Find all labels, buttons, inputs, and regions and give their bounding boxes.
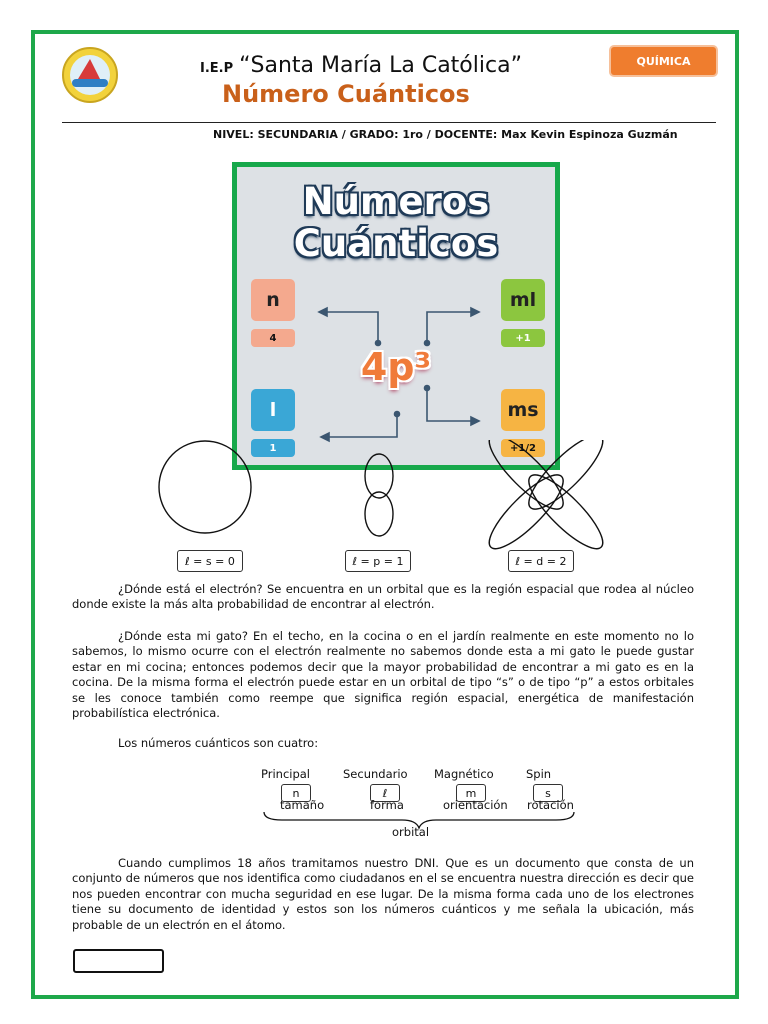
d-orbital (480, 440, 610, 550)
quantum-numbers-infographic (232, 162, 560, 470)
d-orbital-label: ℓ = d = 2 (508, 550, 574, 572)
iep-label: I.E.P (200, 61, 234, 76)
s-orbital (159, 441, 251, 533)
answer-box[interactable] (73, 949, 164, 973)
qn-name-magnetico: Magnético (434, 767, 494, 781)
qn-name-secundario: Secundario (343, 767, 408, 781)
paragraph-1: ¿Dónde está el electrón? Se encuentra en un orbital que es la región espacial que rodea al núcleo donde existe la más alta probabilidad de encontrar al electrón. (72, 582, 694, 612)
course-info: NIVEL: SECUNDARIA / GRADO: 1ro / DOCENTE: Max Kevin Espinoza Guzmán (213, 128, 678, 141)
s-orbital-label: ℓ = s = 0 (177, 550, 243, 572)
qn-meaning-rotacion: rotación (527, 798, 574, 812)
qn-meaning-tamano: tamaño (280, 798, 325, 812)
qn-meaning-forma: forma (370, 798, 404, 812)
qn-symbol-l: ℓ (370, 784, 400, 802)
qn-symbol-n: n (281, 784, 311, 802)
infographic-title-line2: Cuánticos (293, 222, 499, 265)
ml-value: +1 (501, 329, 545, 347)
electron-configuration: 4p³ (360, 345, 432, 389)
n-symbol: n (266, 289, 280, 311)
ms-symbol: ms (507, 399, 539, 421)
paragraph-4: Cuando cumplimos 18 años tramitamos nuestro DNI. Que es un documento que consta de un conjunto de números que nos identifica como ciudadanos en el se encuentra nuestra dirección es decir que nos pueden encontrar con mucha seguridad en ese lugar. De la misma forma cada uno de los electrones tiene su documento de identidad y estos son los números cuánticos y me señala la ubicación, más probable de un electrón en el átomo. (72, 856, 694, 932)
n-value: 4 (251, 329, 295, 347)
qn-name-spin: Spin (526, 767, 552, 781)
qn-symbol-m: m (456, 784, 486, 802)
subject-badge: QUÍMICA (611, 47, 716, 75)
l-box (251, 389, 295, 431)
brace-label: orbital (392, 825, 430, 839)
ml-symbol: ml (509, 289, 537, 311)
p-orbital (365, 454, 393, 536)
infographic-title-line1: Números (302, 180, 490, 223)
qn-symbol-s: s (533, 784, 563, 802)
school-title: “Santa María La Católica” (239, 53, 522, 78)
paragraph-3: Los números cuánticos son cuatro: (118, 736, 319, 750)
orbital-shapes (150, 440, 610, 550)
l-symbol: l (269, 399, 277, 421)
header-divider (62, 122, 716, 123)
ms-box (501, 389, 545, 431)
l-value: 1 (251, 439, 295, 457)
qn-name-principal: Principal (261, 767, 311, 781)
ml-box (501, 279, 545, 321)
school-logo (62, 47, 118, 103)
school-name (200, 53, 522, 78)
paragraph-2: ¿Dónde esta mi gato? En el techo, en la cocina o en el jardín realmente en este momento no lo sabemos, lo mismo ocurre con el electrón realmente no sabemos donde esta a mi gato le puede gustar estar en mi cocina; entonces podemos decir que la mayor probabilidad de encontrar a mi gato es en la cocina. De la misma forma el electrón puede estar en un orbital de tipo “s” o de tipo “p” a estos orbitales se les conoce también como reempe que significa región espacial, energética de manifestación probabilística electrónica. (72, 629, 694, 721)
ms-value: +1/2 (501, 439, 545, 457)
p-orbital-label: ℓ = p = 1 (345, 550, 411, 572)
page-title: Número Cuánticos (222, 80, 470, 108)
n-box (251, 279, 295, 321)
qn-meaning-orientacion: orientación (443, 798, 508, 812)
